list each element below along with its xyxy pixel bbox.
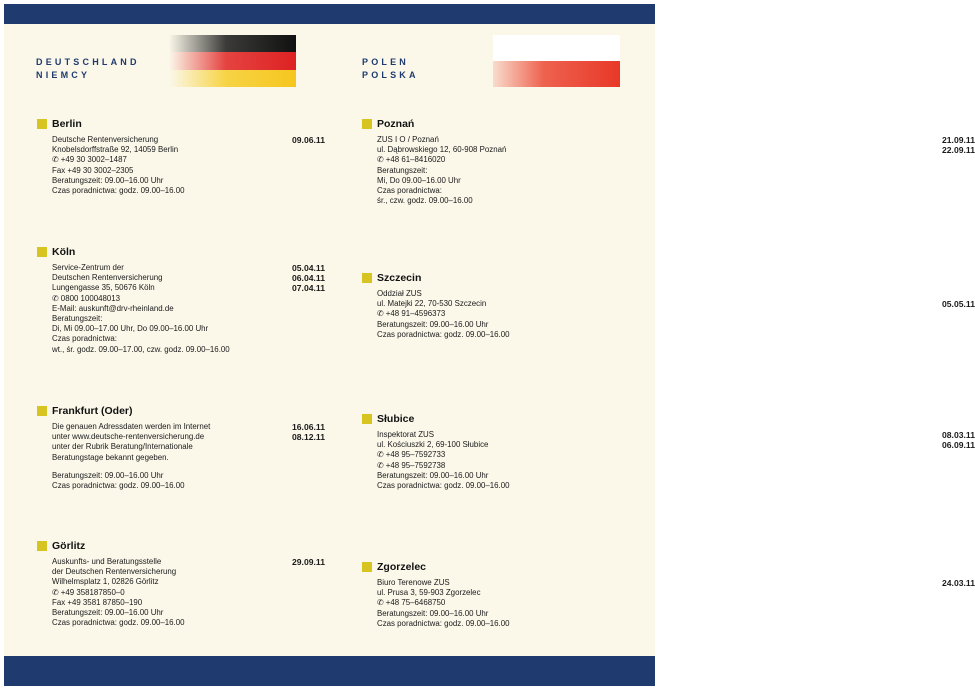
hours-line: Czas poradnictwa: godz. 09.00–16.00 — [377, 480, 510, 490]
date: 29.09.11 — [292, 557, 325, 567]
address-line: Biuro Terenowe ZUS — [377, 578, 450, 587]
address-line: Service-Zentrum der — [52, 263, 124, 272]
info-line: Die genauen Adressdaten werden im Internet — [52, 422, 211, 431]
bullet-square-icon — [362, 273, 372, 283]
germany-header — [36, 56, 140, 82]
hours-line: Czas poradnictwa: godz. 09.00–16.00 — [377, 618, 510, 628]
address-line: der Deutschen Rentenversicherung — [52, 567, 177, 577]
address-line: Knobelsdorffstraße 92, 14059 Berlin — [52, 145, 179, 155]
address-line: Oddział ZUS — [377, 289, 422, 298]
hours-line: Czas poradnictwa: godz. 09.00–16.00 — [377, 329, 510, 339]
address-line: Auskunfts- und Beratungsstelle — [52, 557, 162, 566]
hours-line: Beratungszeit: 09.00–16.00 Uhr — [52, 175, 164, 185]
hours-line: Di, Mi 09.00–17.00 Uhr, Do 09.00–16.00 Uhr — [52, 324, 209, 334]
date: 08.12.11 — [292, 432, 325, 443]
city-name: Berlin — [52, 118, 82, 130]
hours-line: Mi, Do 09.00–16.00 Uhr — [377, 175, 461, 185]
date: 16.06.11 — [292, 422, 325, 432]
address-line: Deutsche Rentenversicherung — [52, 135, 159, 144]
entry-szczecin — [362, 271, 975, 340]
date: 05.04.11 — [292, 263, 325, 273]
germany-label-de: DEUTSCHLAND — [36, 57, 140, 67]
dates — [942, 578, 975, 588]
entry-goerlitz — [37, 539, 325, 628]
phone-line: ✆ +49 358187850–0 — [52, 587, 125, 597]
dates — [292, 135, 325, 145]
bottom-banner — [4, 656, 655, 686]
entry-frankfurt-oder — [37, 404, 325, 491]
germany-label-pl: NIEMCY — [36, 70, 91, 80]
dates — [292, 557, 325, 567]
entry-zgorzelec — [362, 560, 975, 629]
entry-details — [37, 263, 325, 355]
poland-header — [362, 56, 419, 82]
address-line: ul. Dąbrowskiego 12, 60-908 Poznań — [377, 145, 507, 155]
hours-line: Beratungszeit: 09.00–16.00 Uhr — [377, 608, 489, 618]
phone-line: ✆ +48 91–4596373 — [377, 309, 446, 319]
address-line: Lungengasse 35, 50676 Köln — [52, 283, 155, 293]
address-line: ul. Prusa 3, 59-903 Zgorzelec — [377, 588, 481, 598]
entry-details — [362, 430, 975, 491]
entry-poznan — [362, 117, 975, 206]
hours-line: Beratungszeit: 09.00–16.00 Uhr — [52, 470, 164, 480]
entry-slubice — [362, 412, 975, 491]
polish-flag-icon — [493, 35, 620, 87]
hours-line: Beratungszeit: — [52, 313, 103, 323]
fax-line: Fax +49 3581 87850–190 — [52, 597, 143, 607]
hours-line: Beratungszeit: 09.00–16.00 Uhr — [377, 319, 489, 329]
address-line: ZUS I O / Poznań — [377, 135, 439, 144]
bullet-square-icon — [37, 119, 47, 129]
entry-details — [362, 289, 975, 340]
phone-line: ✆ +48 95–7592733 — [377, 450, 446, 460]
hours-line: Czas poradnictwa: godz. 09.00–16.00 — [52, 480, 185, 490]
hours-line: Beratungszeit: 09.00–16.00 Uhr — [377, 470, 489, 480]
city-name: Poznań — [377, 118, 415, 130]
date: 22.09.11 — [942, 145, 975, 156]
address-line: ul. Matejki 22, 70-530 Szczecin — [377, 299, 487, 309]
dates — [292, 263, 325, 294]
phone-line: ✆ +48 75–6468750 — [377, 598, 446, 608]
dates — [942, 430, 975, 450]
poland-label-pl: POLSKA — [362, 70, 419, 80]
bullet-square-icon — [362, 119, 372, 129]
entry-details — [37, 422, 325, 491]
entry-berlin — [37, 117, 325, 196]
hours-line: śr., czw. godz. 09.00–16.00 — [377, 196, 473, 206]
address-line: Deutschen Rentenversicherung — [52, 273, 163, 283]
date: 06.04.11 — [292, 273, 325, 284]
info-line: unter der Rubrik Beratung/Internationale — [52, 442, 193, 452]
dates — [942, 299, 975, 309]
phone-line: ✆ +49 30 3002–1487 — [52, 155, 127, 165]
city-name: Zgorzelec — [377, 561, 427, 573]
date: 09.06.11 — [292, 135, 325, 145]
poland-label-de: POLEN — [362, 57, 410, 67]
bullet-square-icon — [37, 541, 47, 551]
hours-line: Czas poradnictwa: godz. 09.00–16.00 — [52, 185, 185, 195]
bullet-square-icon — [362, 414, 372, 424]
top-banner — [4, 4, 655, 24]
city-name: Görlitz — [52, 540, 86, 552]
hours-line: Beratungszeit: — [377, 165, 428, 175]
info-line: Beratungstage bekannt gegeben. — [52, 452, 169, 462]
german-flag-icon — [169, 35, 296, 87]
city-name: Szczecin — [377, 272, 422, 284]
date: 21.09.11 — [942, 135, 975, 145]
phone-line: ✆ +48 95–7592738 — [377, 460, 446, 470]
entry-details — [37, 135, 325, 196]
entry-details — [37, 557, 325, 628]
city-name: Köln — [52, 246, 76, 258]
hours-line: Czas poradnictwa: — [377, 185, 442, 195]
bullet-square-icon — [362, 562, 372, 572]
info-line: unter www.deutsche-rentenversicherung.de — [52, 432, 205, 442]
bullet-square-icon — [37, 406, 47, 416]
dates — [292, 422, 325, 442]
address-line: Inspektorat ZUS — [377, 430, 435, 439]
bullet-square-icon — [37, 247, 47, 257]
hours-line: Beratungszeit: 09.00–16.00 Uhr — [52, 607, 164, 617]
city-name: Słubice — [377, 413, 415, 425]
dates — [942, 135, 975, 155]
email-line: E-Mail: auskunft@drv-rheinland.de — [52, 303, 174, 313]
date: 06.09.11 — [942, 440, 975, 451]
date: 07.04.11 — [292, 283, 325, 294]
date: 24.03.11 — [942, 578, 975, 588]
phone-line: ✆ 0800 100048013 — [52, 293, 121, 303]
hours-line: wt., śr. godz. 09.00–17.00, czw. godz. 09.00–16.00 — [52, 344, 230, 354]
date: 05.05.11 — [942, 299, 975, 309]
date: 08.03.11 — [942, 430, 975, 440]
entry-details — [362, 578, 975, 629]
hours-line: Czas poradnictwa: godz. 09.00–16.00 — [52, 618, 185, 628]
address-line: ul. Kościuszki 2, 69-100 Słubice — [377, 440, 489, 450]
address-line: Wilhelmsplatz 1, 02826 Görlitz — [52, 577, 159, 587]
phone-line: ✆ +48 61–8416020 — [377, 155, 446, 165]
fax-line: Fax +49 30 3002–2305 — [52, 165, 134, 175]
hours-line: Czas poradnictwa: — [52, 334, 117, 344]
entry-koeln — [37, 245, 325, 355]
city-name: Frankfurt (Oder) — [52, 405, 133, 417]
entry-details — [362, 135, 975, 206]
